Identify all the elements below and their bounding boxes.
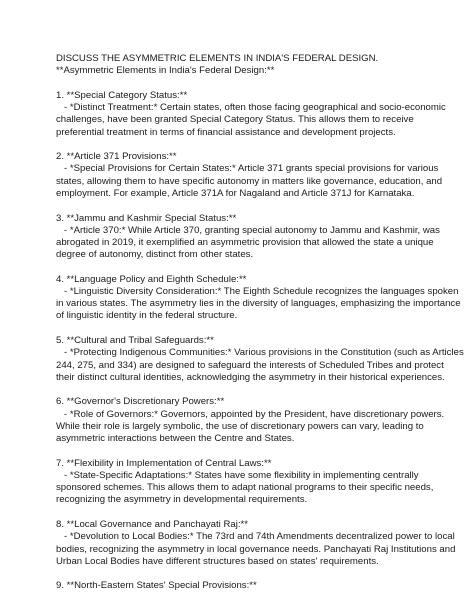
- section-body-line: - *Distinct Treatment:* Certain states, often those facing geographical and socio-economic: [56, 102, 446, 114]
- section-body-line: While their role is largely symbolic, the use of discretionary powers can vary, leading to: [56, 420, 424, 432]
- section-6: [56, 396, 445, 445]
- section-7: [56, 458, 434, 507]
- document-title: DISCUSS THE ASYMMETRIC ELEMENTS IN INDIA'S FEDERAL DESIGN.: [56, 53, 379, 64]
- document-subtitle: **Asymmetric Elements in India's Federal Design:**: [56, 65, 275, 77]
- section-body-line: - *Special Provisions for Certain States:* Article 371 grants special provisions for various: [56, 163, 439, 175]
- section-body-line: - *State-Specific Adaptations:* States have some flexibility in implementing centrally: [56, 469, 419, 481]
- section-heading: 2. **Article 371 Provisions:**: [56, 151, 177, 163]
- section-heading: 5. **Cultural and Tribal Safeguards:**: [56, 335, 214, 347]
- section-body-line: Urban Local Bodies have different structures based on states' requirements.: [56, 555, 379, 567]
- section-body-line: - *Role of Governors:* Governors, appointed by the President, have discretionary powers.: [56, 408, 445, 420]
- section-body-line: degree of autonomy, distinct from other states.: [56, 249, 254, 261]
- section-heading: 4. **Language Policy and Eighth Schedule:**: [56, 273, 247, 285]
- section-body-line: 244, 275, and 334) are designed to safeguard the interests of Scheduled Tribes and protect: [56, 359, 444, 371]
- section-body-line: of linguistic identity in the federal structure.: [56, 310, 238, 322]
- section-heading: 9. **North-Eastern States' Special Provisions:**: [56, 580, 257, 592]
- section-body-line: asymmetric interactions between the Centre and States.: [56, 433, 295, 445]
- section-4: [56, 273, 461, 323]
- section-2: [56, 151, 443, 200]
- section-5: [56, 335, 464, 384]
- section-body-line: - *Protecting Indigenous Communities:* Various provisions in the Constitution (such as Articles: [56, 347, 464, 359]
- section-3: [56, 212, 440, 262]
- section-8: [56, 519, 456, 568]
- section-body-line: their distinct cultural identities, acknowledging the asymmetry in their historical experiences.: [56, 371, 445, 383]
- section-9: [56, 580, 434, 592]
- section-body-line: in various states. The asymmetry lies in the diversity of languages, emphasizing the importance: [56, 298, 461, 310]
- document-header: [56, 53, 434, 77]
- section-body-line: recognizing the asymmetry in developmental requirements.: [56, 494, 308, 506]
- section-body-line: abrogated in 2019, it exemplified an asymmetric provision that allowed the state a unique: [56, 236, 434, 248]
- section-body-line: states, allowing them to have specific autonomy in matters like governance, education, and: [56, 175, 443, 187]
- section-body-line: - *Devolution to Local Bodies:* The 73rd and 74th Amendments decentralized power to local: [56, 531, 455, 543]
- section-body-line: - *Article 370:* While Article 370, granting special autonomy to Jammu and Kashmir, was: [56, 224, 440, 236]
- section-body-line: challenges, have been granted Special Category Status. This allows them to receive: [56, 114, 414, 126]
- section-body-line: bodies, recognizing the asymmetry in local governance needs. Panchayati Raj Institutions and: [56, 543, 456, 555]
- section-heading: 6. **Governor's Discretionary Powers:**: [56, 396, 225, 408]
- section-body-line: employment. For example, Article 371A for Nagaland and Article 371J for Karnataka.: [56, 187, 415, 199]
- section-1: [56, 89, 446, 139]
- section-heading: 8. **Local Governance and Panchayati Raj:**: [56, 519, 248, 531]
- section-heading: 7. **Flexibility in Implementation of Central Laws:**: [56, 457, 272, 469]
- section-body-line: sponsored schemes. This allows them to adapt national programs to their specific needs,: [56, 482, 434, 494]
- section-heading: 1. **Special Category Status:**: [56, 89, 188, 101]
- section-heading: 3. **Jammu and Kashmir Special Status:**: [56, 212, 237, 224]
- section-body-line: preferential treatment in terms of financial assistance and development projects.: [56, 126, 396, 138]
- section-body-line: - *Linguistic Diversity Consideration:* The Eighth Schedule recognizes the languages spoken: [56, 286, 459, 298]
